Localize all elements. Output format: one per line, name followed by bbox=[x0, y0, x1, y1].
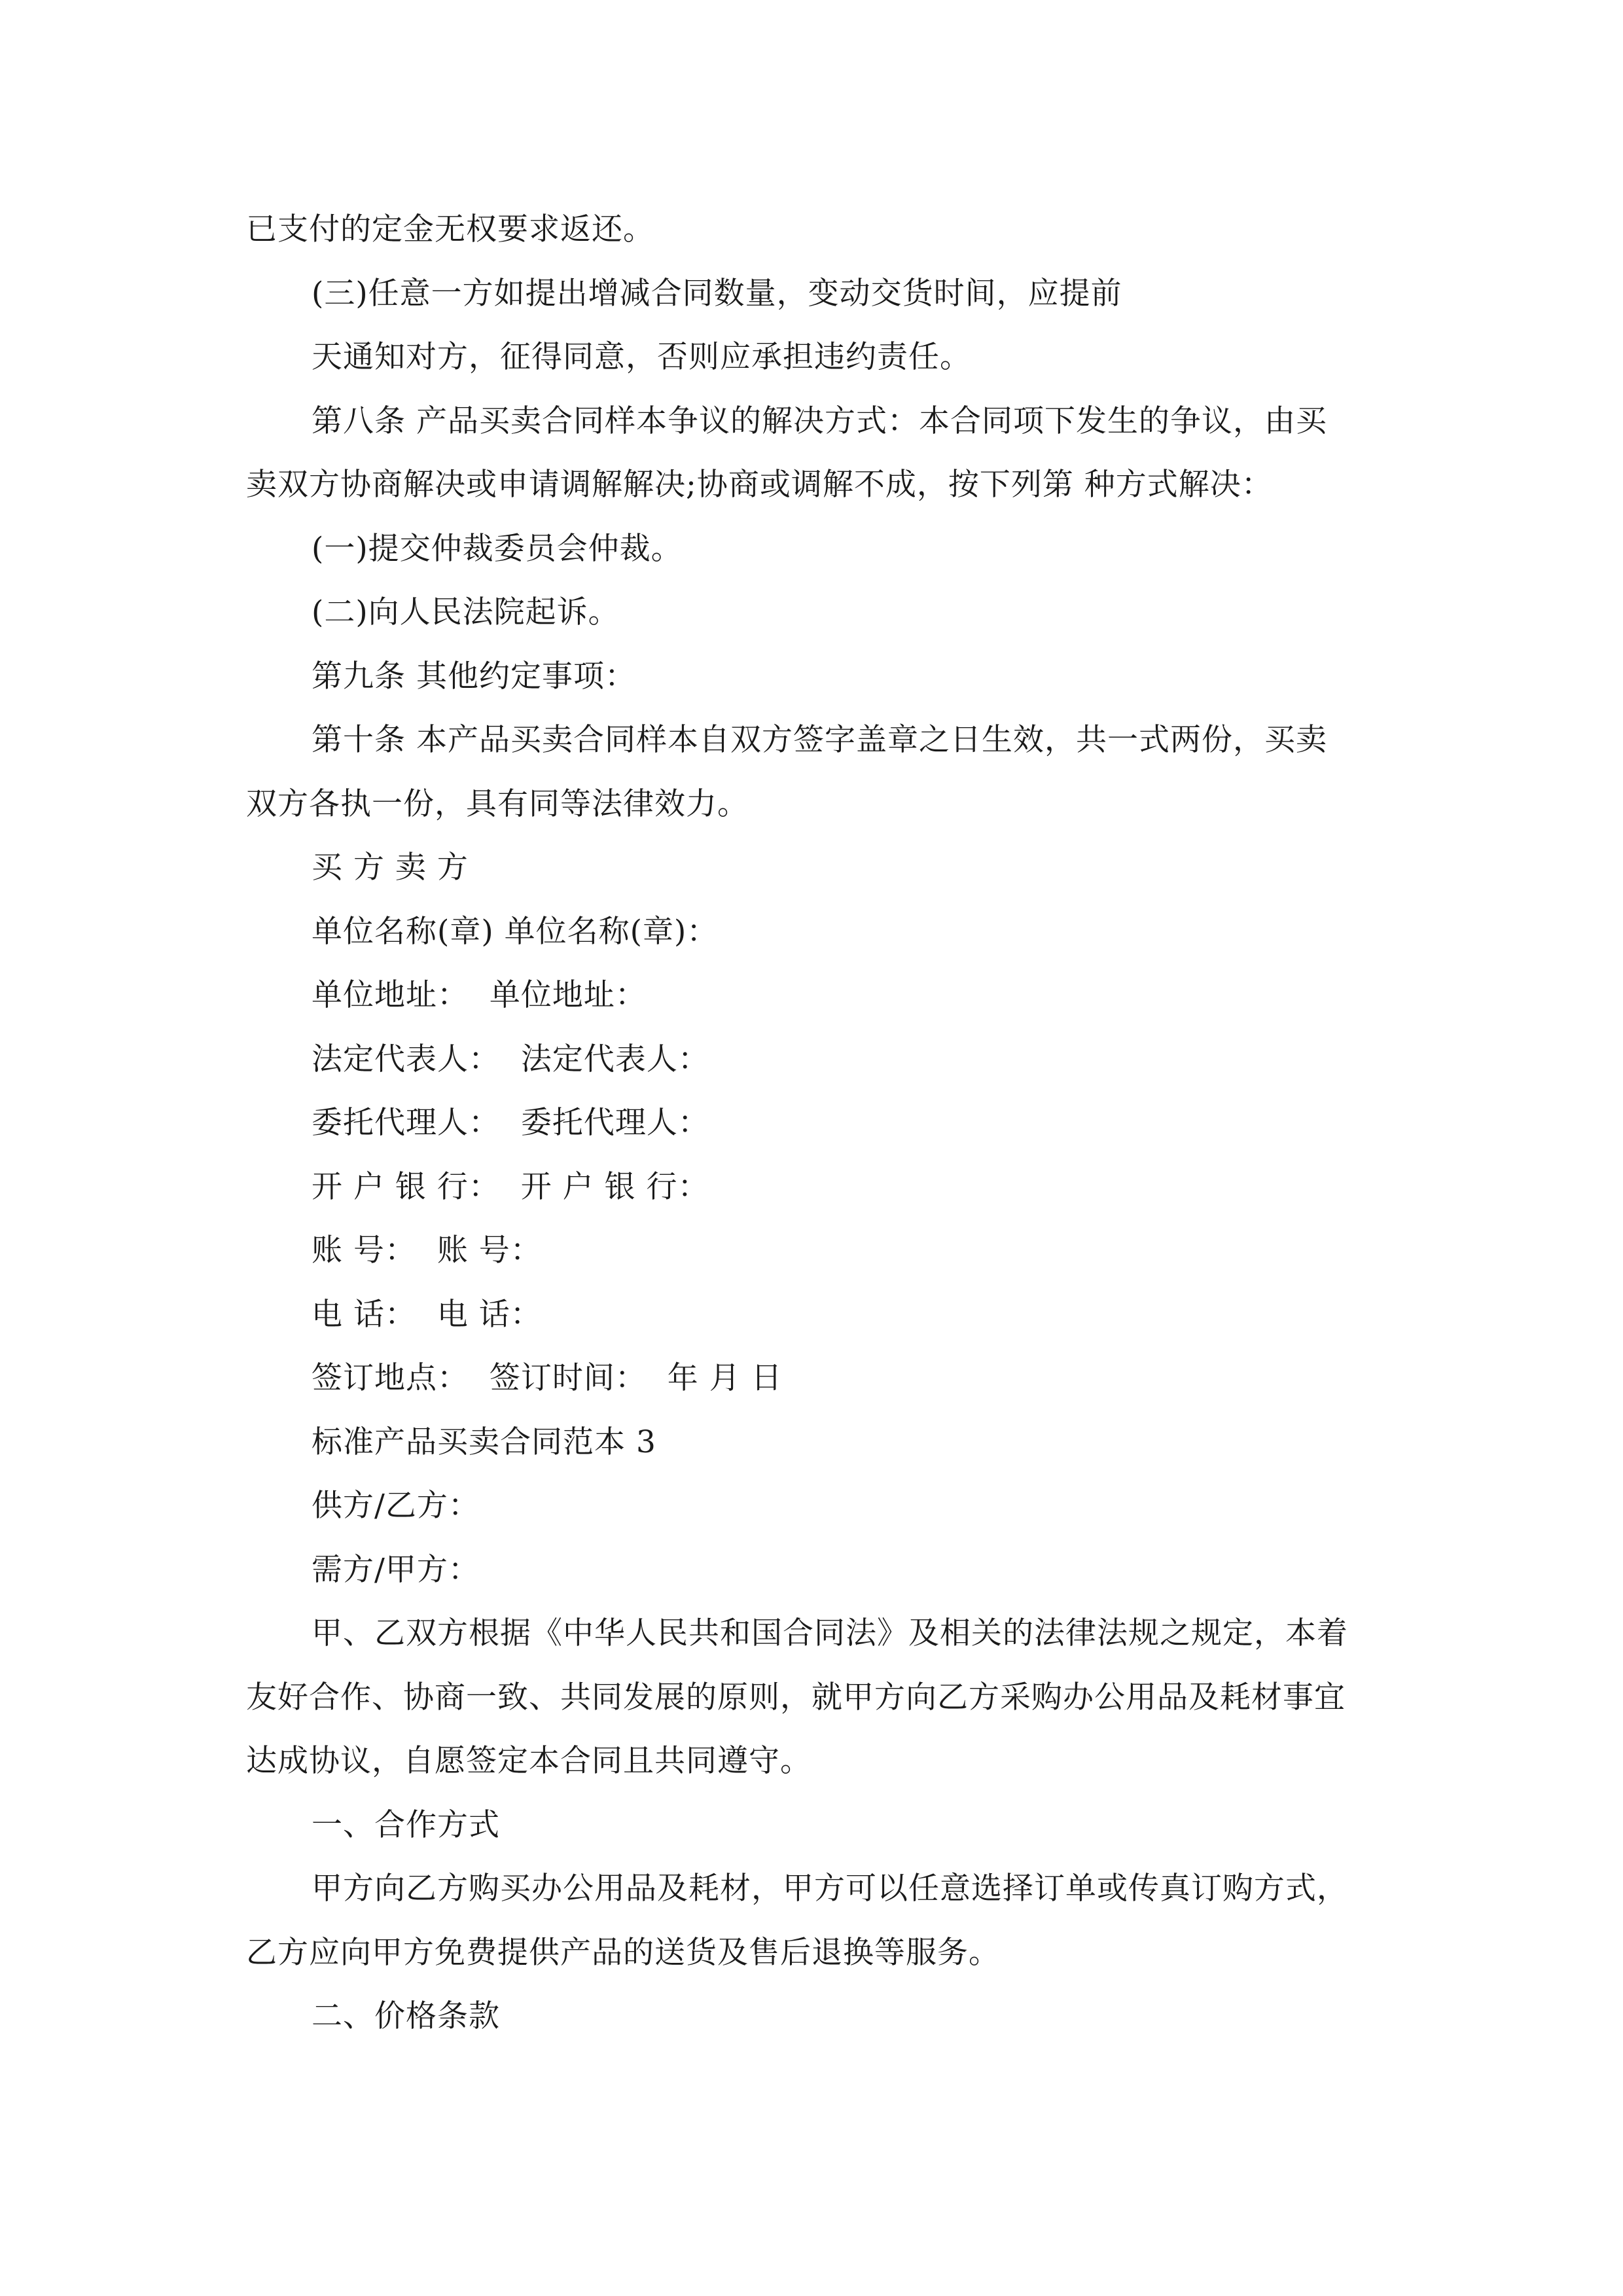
signature-field: 委托代理人： 委托代理人： bbox=[312, 1105, 709, 1141]
text-line: 甲方向乙方购买办公用品及耗材，甲方可以任意选择订单或传真订购方式， bbox=[312, 1871, 1348, 1907]
section-heading: 二、价格条款 bbox=[312, 1998, 500, 2034]
signature-field: 单位名称(章) 单位名称(章)： bbox=[312, 913, 719, 950]
signature-field: 签订地点： 签订时间： 年 月 日 bbox=[312, 1360, 783, 1396]
article-heading-line: 第八条 产品买卖合同样本争议的解决方式：本合同项下发生的争议，由买 bbox=[312, 403, 1327, 439]
text-line: 双方各执一份，具有同等法律效力。 bbox=[246, 785, 749, 822]
text-line: 天通知对方，征得同意，否则应承担违约责任。 bbox=[312, 339, 971, 375]
text-line: (三)任意一方如提出增减合同数量，变动交货时间，应提前 bbox=[312, 275, 1122, 312]
text-line: 甲、乙双方根据《中华人民共和国合同法》及相关的法律法规之规定，本着 bbox=[312, 1615, 1348, 1651]
article-heading-line: 第九条 其他约定事项： bbox=[312, 658, 636, 694]
signature-field: 买 方 卖 方 bbox=[312, 850, 469, 886]
section-heading: 一、合作方式 bbox=[312, 1806, 500, 1843]
article-heading-line: 第十条 本产品买卖合同样本自双方签字盖章之日生效，共一式两份，买卖 bbox=[312, 722, 1327, 758]
text-line: 卖双方协商解决或申请调解解决;协商或调解不成，按下列第 种方式解决： bbox=[246, 467, 1273, 503]
signature-field: 电 话： 电 话： bbox=[312, 1296, 542, 1333]
signature-field: 法定代表人： 法定代表人： bbox=[312, 1041, 709, 1077]
text-line: 已支付的定金无权要求返还。 bbox=[246, 211, 654, 247]
text-line: 友好合作、协商一致、共同发展的原则，就甲方向乙方采购办公用品及耗材事宜 bbox=[246, 1679, 1346, 1715]
list-item: (二)向人民法院起诉。 bbox=[312, 594, 620, 630]
section-title: 标准产品买卖合同范本 3 bbox=[312, 1424, 656, 1460]
text-line: 达成协议，自愿签定本合同且共同遵守。 bbox=[246, 1743, 812, 1779]
list-item: (一)提交仲裁委员会仲裁。 bbox=[312, 530, 683, 567]
party-field: 需方/甲方： bbox=[312, 1551, 480, 1588]
party-field: 供方/乙方： bbox=[312, 1488, 480, 1524]
signature-field: 账 号： 账 号： bbox=[312, 1232, 542, 1268]
text-line: 乙方应向甲方免费提供产品的送货及售后退换等服务。 bbox=[246, 1934, 1000, 1971]
signature-field: 开 户 银 行： 开 户 银 行： bbox=[312, 1168, 709, 1205]
signature-field: 单位地址： 单位地址： bbox=[312, 977, 647, 1013]
document-body bbox=[246, 198, 1398, 2049]
